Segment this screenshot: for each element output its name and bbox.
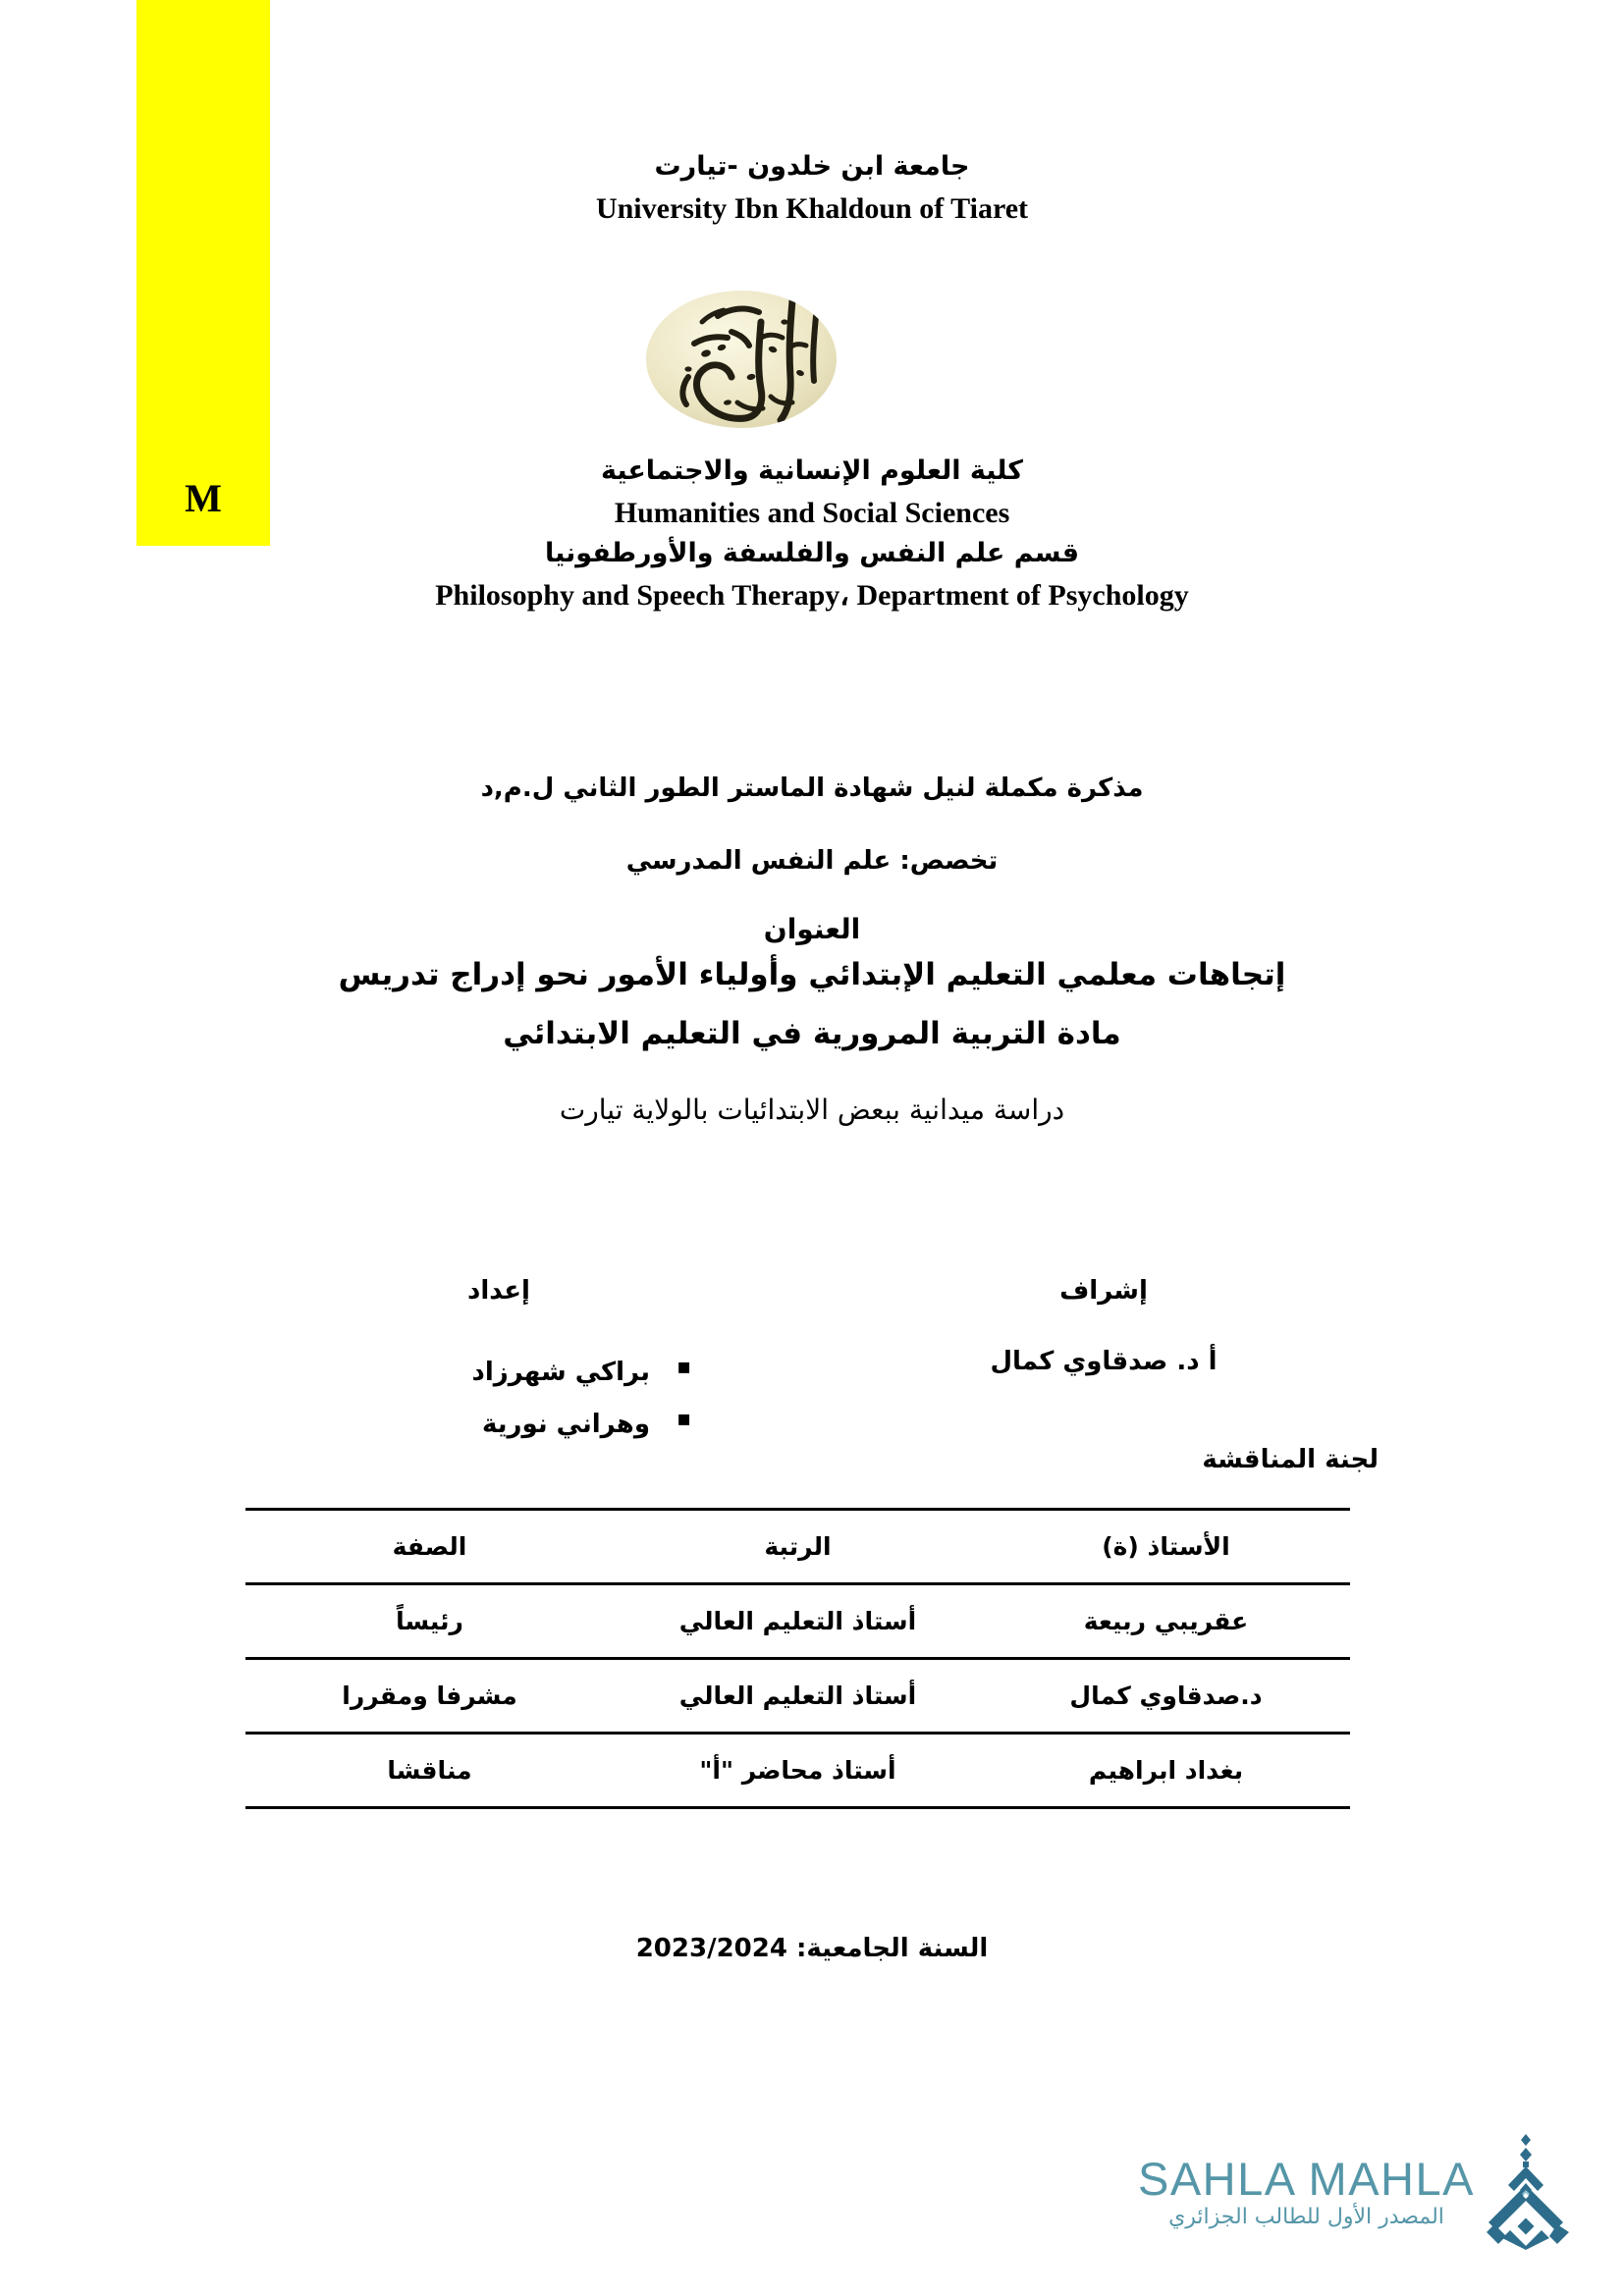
minaret-icon bbox=[1481, 2134, 1571, 2250]
column-header-professor: الأستاذ (ة) bbox=[982, 1510, 1350, 1584]
department-name-english: Philosophy and Speech Therapy، Department of Psychology bbox=[435, 578, 1189, 612]
university-name-arabic: جامعة ابن خلدون -تيارت bbox=[654, 151, 970, 182]
university-name-english: University Ibn Khaldoun of Tiaret bbox=[595, 191, 1029, 225]
faculty-name-arabic: كلية العلوم الإنسانية والاجتماعية bbox=[600, 455, 1024, 486]
watermark-brand: SAHLA MAHLA bbox=[1137, 2152, 1475, 2205]
committee-table bbox=[245, 1508, 1350, 1809]
cell-rank: أستاذ التعليم العالي bbox=[614, 1659, 982, 1734]
cell-rank: أستاذ التعليم العالي bbox=[614, 1584, 982, 1659]
specialty-line: تخصص: علم النفس المدرسي bbox=[625, 846, 999, 876]
table-row bbox=[245, 1659, 1350, 1734]
marker-letter: M bbox=[185, 476, 222, 520]
degree-statement-block bbox=[0, 774, 1624, 876]
thesis-title-line-1: إتجاهات معلمي التعليم الإبتدائي وأولياء الأمور نحو إدراج تدريس bbox=[338, 957, 1286, 992]
list-item: ▪ براكي شهرزاد bbox=[245, 1347, 650, 1399]
cell-role: مناقشا bbox=[245, 1734, 614, 1808]
sahla-mahla-watermark bbox=[1119, 2128, 1571, 2256]
supervisor-heading: إشراف bbox=[1059, 1276, 1148, 1306]
committee-table-head bbox=[245, 1510, 1350, 1584]
supervisor-name: أ د. صدقاوي كمال bbox=[990, 1347, 1218, 1376]
university-seal-logo bbox=[643, 287, 839, 432]
university-header bbox=[0, 147, 1624, 230]
faculty-name-english: Humanities and Social Sciences bbox=[614, 496, 1010, 529]
committee-table-body bbox=[245, 1584, 1350, 1808]
cell-professor: بغداد ابراهيم bbox=[982, 1734, 1350, 1808]
column-header-rank: الرتبة bbox=[614, 1510, 982, 1584]
committee-label: لجنة المناقشة bbox=[1202, 1445, 1379, 1474]
cell-role: رئيساً bbox=[245, 1584, 614, 1659]
department-name-arabic: قسم علم النفس والفلسفة والأورطفونيا bbox=[544, 538, 1080, 568]
statement-spacer bbox=[0, 803, 1624, 846]
list-item: ▪ وهراني نورية bbox=[245, 1399, 650, 1451]
watermark-tagline: المصدر الأول للطالب الجزائري bbox=[1168, 2205, 1444, 2230]
author-name-list bbox=[245, 1347, 787, 1452]
table-row bbox=[245, 1584, 1350, 1659]
university-seal-icon bbox=[643, 287, 839, 432]
watermark-text-group bbox=[1137, 2152, 1475, 2230]
credits-row bbox=[245, 1276, 1375, 1452]
credits-block bbox=[245, 1276, 1375, 1452]
title-label: العنوان bbox=[763, 913, 861, 945]
thesis-subtitle: دراسة ميدانية ببعض الابتدائيات بالولاية تيارت bbox=[559, 1093, 1065, 1126]
thesis-title-block bbox=[0, 913, 1624, 1126]
table-row bbox=[245, 1734, 1350, 1808]
degree-line: مذكرة مكملة لنيل شهادة الماستر الطور الثاني ل.م,د bbox=[480, 774, 1144, 803]
cell-professor: د.صدقاوي كمال bbox=[982, 1659, 1350, 1734]
thesis-title-line-2: مادة التربية المرورية في التعليم الابتدائي bbox=[503, 1016, 1121, 1052]
supervisor-column bbox=[833, 1276, 1375, 1376]
column-header-role: الصفة bbox=[245, 1510, 614, 1584]
cell-role: مشرفا ومقررا bbox=[245, 1659, 614, 1734]
author-column bbox=[245, 1276, 787, 1452]
faculty-department-block bbox=[0, 452, 1624, 616]
cell-rank: أستاذ محاضر "أ" bbox=[614, 1734, 982, 1808]
cell-professor: عقريبي ربيعة bbox=[982, 1584, 1350, 1659]
academic-year: السنة الجامعية: 2023/2024 bbox=[635, 1934, 989, 1963]
author-heading: إعداد bbox=[467, 1276, 530, 1306]
table-header-row bbox=[245, 1510, 1350, 1584]
